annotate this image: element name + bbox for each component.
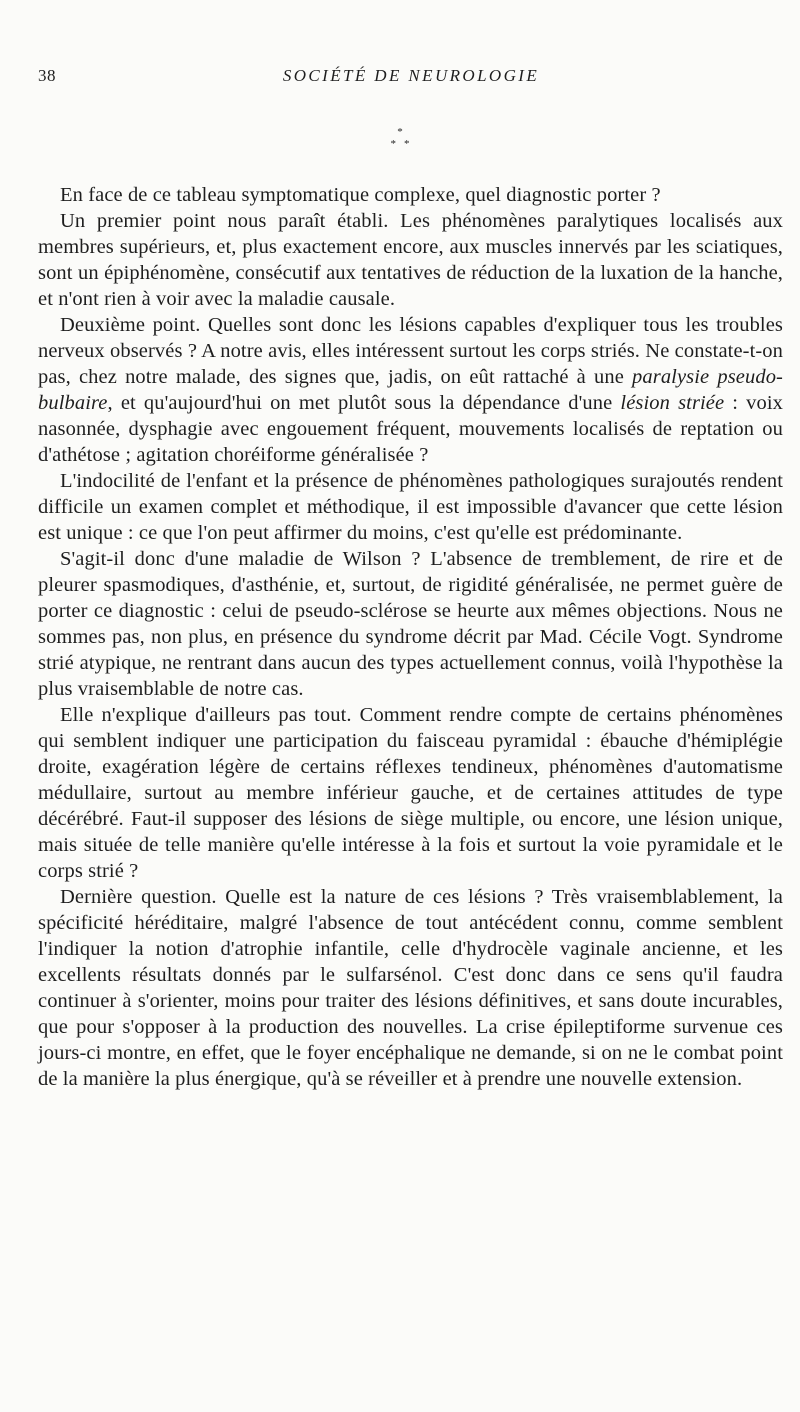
asterism-star-right: * <box>404 138 410 150</box>
paragraph-second-point-text-1: Deuxième point. Quelles sont donc les lésions capables d'expliquer tous les troubles nerveux observés ? A notre avis, elles intéressent surtout les corps striés. Ne constate-t-on pas, chez notre malade, des signes que, jadis, on eût rattaché à une <box>38 314 783 388</box>
paragraph-question: En face de ce tableau symptomatique complexe, quel diagnostic porter ? <box>60 184 661 206</box>
asterism-star-left: * <box>390 138 396 150</box>
paragraph-indocility: L'indocilité de l'enfant et la présence de phénomènes pathologiques surajoutés rendent difficile un examen complet et méthodique, il est impossible d'avancer que cette lésion est unique : ce que l'on peut affirmer du moins, c'est qu'elle est prédominante. <box>38 470 783 544</box>
term-striate-lesion: lésion striée <box>620 392 725 414</box>
paragraph-second-point <box>38 312 783 468</box>
term-pseudo-bulbar-paralysis: paralysie pseudo-bulbaire <box>38 366 783 414</box>
paragraph-second-point-text-3: : voix nasonnée, dysphagie avec engouement fréquent, mouvements localisés de reptation ou d'athétose ; agitation choréiforme généralisée ? <box>38 392 784 466</box>
running-head <box>38 66 784 92</box>
paragraph-wilson: S'agit-il donc d'une maladie de Wilson ? L'absence de tremblement, de rire et de pleurer spasmodiques, d'asthénie, et, surtout, de rigidité généralisée, ne permet guère de porter ce diagnostic : celui de pseudo-sclérose se heurte aux mêmes objections. Nous ne sommes pas, non plus, en présence du syndrome décrit par Mad. Cécile Vogt. Syndrome strié atypique, ne rentrant dans aucun des types actuellement connus, voilà l'hypothèse la plus vraisemblable de notre cas. <box>38 548 783 700</box>
paragraph-second-point-text-2: , et qu'aujourd'hui on met plutôt sous la dépendance d'une <box>107 392 621 414</box>
asterism-separator <box>0 126 800 150</box>
paragraph-first-point: Un premier point nous paraît établi. Les phénomènes paralytiques localisés aux membres supérieurs, et, plus exactement encore, aux muscles innervés par les sciatiques, sont un épiphénomène, consécutif aux tentatives de réduction de la luxation de la hanche, et n'ont rien à voir avec la maladie causale. <box>38 210 783 310</box>
paragraph-pyramidal: Elle n'explique d'ailleurs pas tout. Comment rendre compte de certains phénomènes qui semblent indiquer une participation du faisceau pyramidal : ébauche d'hémiplégie droite, exagération légère de certains réflexes tendineux, phénomènes d'automatisme médullaire, surtout au membre inférieur gauche, et de certaines attitudes de type décérébré. Faut-il supposer des lésions de siège multiple, ou encore, une lésion unique, mais située de telle manière qu'elle intéresse à la fois et surtout la voie pyramidale et le corps strié ? <box>38 704 783 882</box>
paragraph-last-question: Dernière question. Quelle est la nature de ces lésions ? Très vraisemblablement, la spécificité héréditaire, malgré l'absence de tout antécédent connu, comme semblent l'indiquer la notion d'atrophie infantile, celle d'hydrocèle vaginale ancienne, et les excellents résultats donnés par le sulfarsénol. C'est donc dans ce sens qu'il faudra continuer à s'orienter, moins pour traiter des lésions définitives, et sans doute incurables, que pour s'opposer à la production des nouvelles. La crise épileptiforme survenue ces jours-ci montre, en effet, que le foyer encéphalique ne demande, si on ne le combat point de la manière la plus énergique, qu'à se réveiller et à prendre une nouvelle extension. <box>38 886 783 1090</box>
page-number: 38 <box>38 66 56 85</box>
article-body <box>38 182 783 1092</box>
asterism-star-top: * <box>397 126 403 138</box>
journal-title: SOCIÉTÉ DE NEUROLOGIE <box>282 66 540 85</box>
